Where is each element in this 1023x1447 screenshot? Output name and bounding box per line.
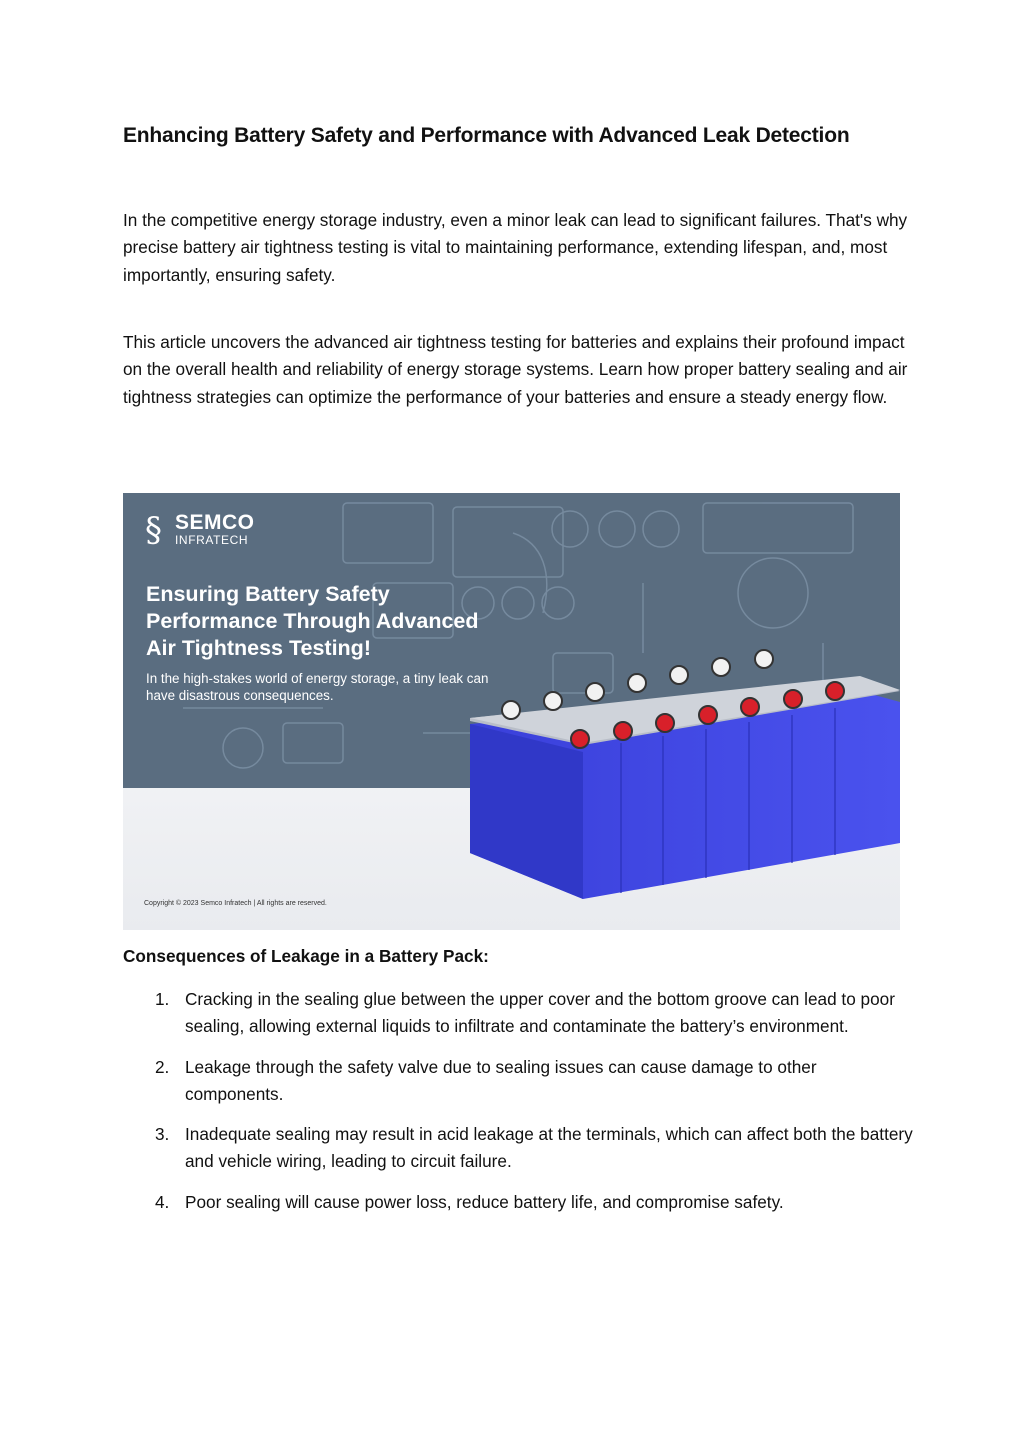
list-text: Leakage through the safety valve due to sealing issues can cause damage to other components. — [185, 1056, 817, 1104]
list-number: 4. — [155, 1191, 170, 1212]
intro-paragraph: In the competitive energy storage industry, even a minor leak can lead to significant failures. That's why precise battery air tightness testing is vital to maintaining performance, extending lifespan, and, most importantly, ensuring safety. — [123, 210, 908, 285]
list-text: Cracking in the sealing glue between the upper cover and the bottom groove can lead to poor sealing, allowing external liquids to infiltrate and contaminate the battery’s environment. — [185, 989, 895, 1037]
brand-logo-icon: § — [145, 510, 162, 550]
list-number: 3. — [155, 1124, 170, 1145]
banner-image — [123, 493, 900, 930]
list-item — [123, 1189, 913, 1216]
list-number: 1. — [155, 989, 170, 1009]
list-text: Inadequate sealing may result in acid leakage at the terminals, which can affect both the battery and vehicle wiring, leading to circuit failure. — [185, 1124, 913, 1172]
list-item — [123, 1121, 913, 1176]
consequences-list — [123, 986, 913, 1229]
list-item — [123, 1054, 913, 1109]
banner-illustration — [123, 493, 900, 930]
brand-subtitle: INFRATECH — [175, 533, 249, 547]
article-summary-paragraph: This article uncovers the advanced air tightness testing for batteries and explains their profound impact on the overall health and reliability of energy storage systems. Learn how proper battery sealing and air tightness strategies can optimize the performance of your batteries and ensure a steady energy flow. — [123, 332, 908, 407]
list-text: Poor sealing will cause power loss, reduce battery life, and compromise safety. — [185, 1191, 784, 1212]
section-heading: Consequences of Leakage in a Battery Pack: — [123, 946, 489, 966]
list-number: 2. — [155, 1056, 170, 1077]
banner-heading: Ensuring Battery Safety Performance Through Advanced Air Tightness Testing! — [146, 582, 479, 660]
brand-name: SEMCO — [175, 511, 255, 534]
banner-subheading: In the high-stakes world of energy storage, a tiny leak can have disastrous consequences. — [146, 671, 489, 703]
list-item — [123, 986, 913, 1041]
page-title: Enhancing Battery Safety and Performance with Advanced Leak Detection — [123, 124, 850, 147]
banner-copyright: Copyright © 2023 Semco Infratech | All rights are reserved. — [144, 900, 327, 907]
